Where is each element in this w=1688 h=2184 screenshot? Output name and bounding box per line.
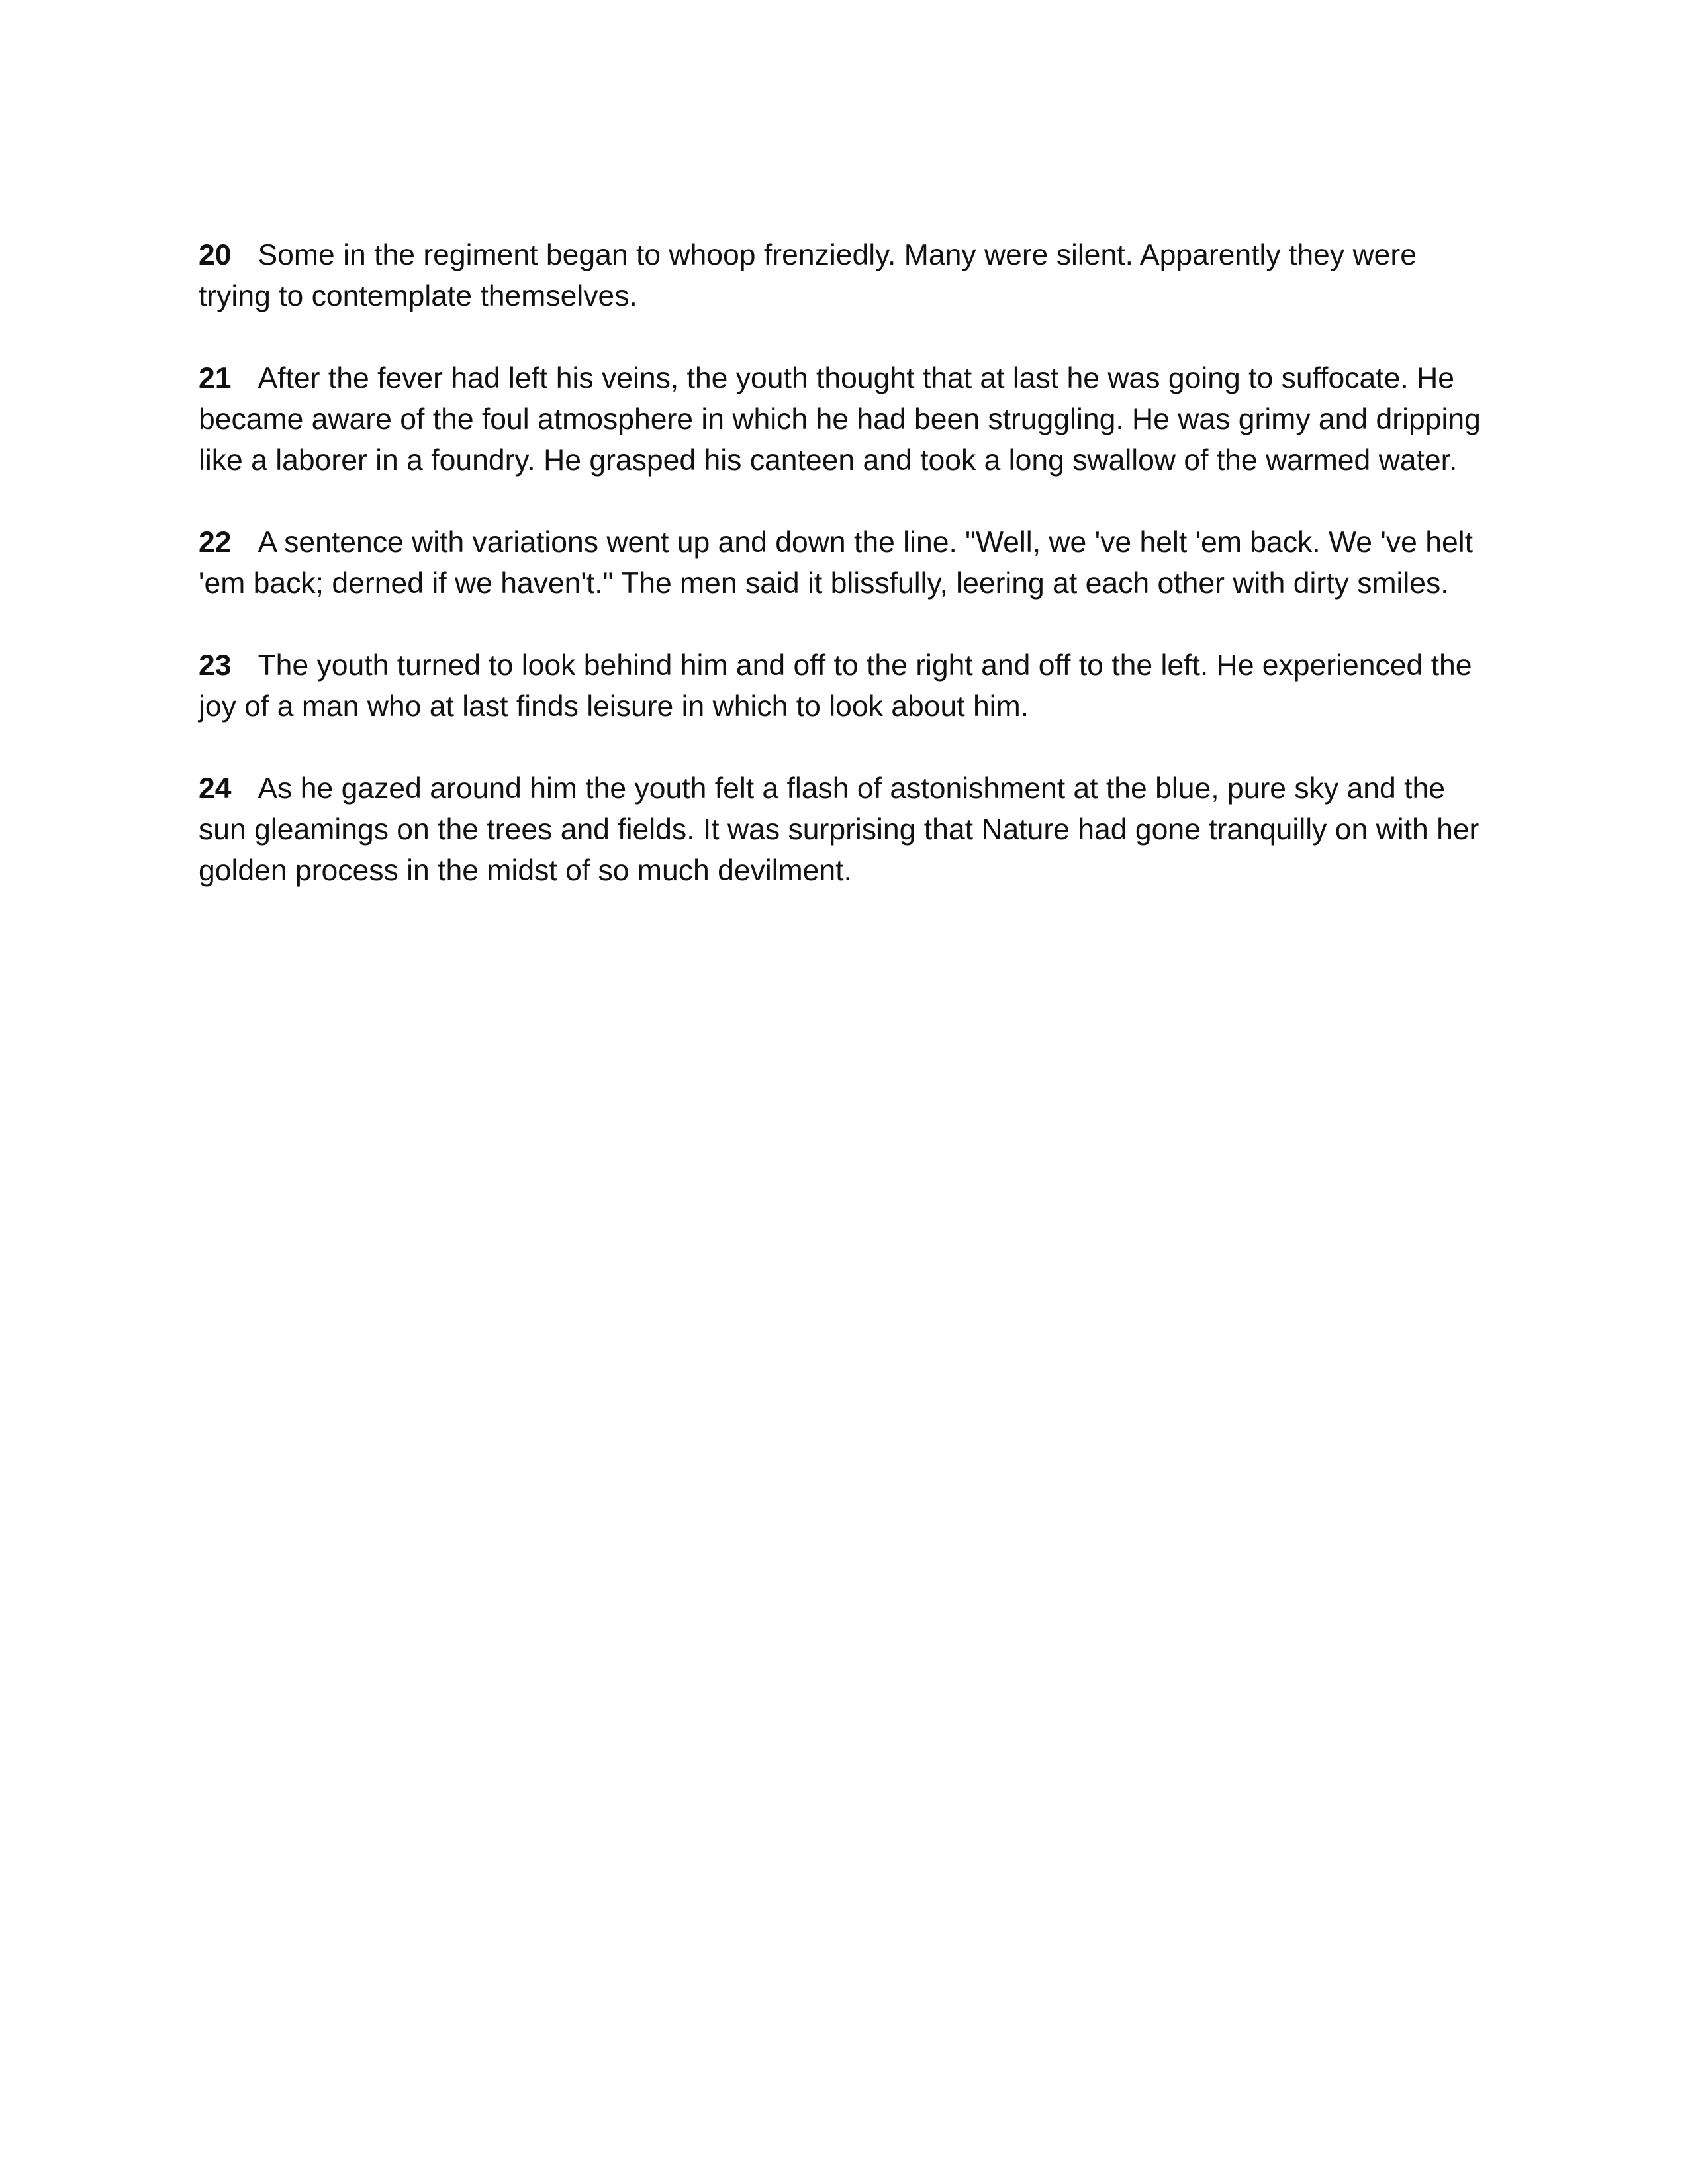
paragraph-number: 24 (199, 772, 232, 805)
paragraph-number: 21 (199, 362, 232, 394)
paragraph-number: 20 (199, 239, 232, 271)
paragraph-20 (199, 235, 1496, 317)
paragraph-number: 22 (199, 526, 232, 559)
paragraph-text: The youth turned to look behind him and off to the right and off to the left. He experienced the joy of a man who at last finds leisure in which to look about him. (199, 649, 1472, 723)
text-block (199, 235, 1496, 933)
paragraph-text: After the fever had left his veins, the youth thought that at last he was going to suffocate. He became aware of the foul atmosphere in which he had been struggling. He was grimy and dripping like a laborer in a foundry. He grasped his canteen and took a long swallow of the warmed water. (199, 362, 1481, 477)
paragraph-text: A sentence with variations went up and down the line. "Well, we 've helt 'em back. We 've helt 'em back; derned if we haven't." The men said it blissfully, leering at each other with dirty smiles. (199, 526, 1473, 600)
paragraph-text: Some in the regiment began to whoop frenziedly. Many were silent. Apparently they were trying to contemplate themselves. (199, 239, 1417, 312)
paragraph-24 (199, 768, 1496, 891)
paragraph-23 (199, 645, 1496, 727)
paragraph-text: As he gazed around him the youth felt a flash of astonishment at the blue, pure sky and the sun gleamings on the trees and fields. It was surprising that Nature had gone tranquilly on with her golden process in the midst of so much devilment. (199, 772, 1479, 887)
paragraph-21 (199, 358, 1496, 481)
paragraph-number: 23 (199, 649, 232, 682)
paragraph-22 (199, 522, 1496, 604)
